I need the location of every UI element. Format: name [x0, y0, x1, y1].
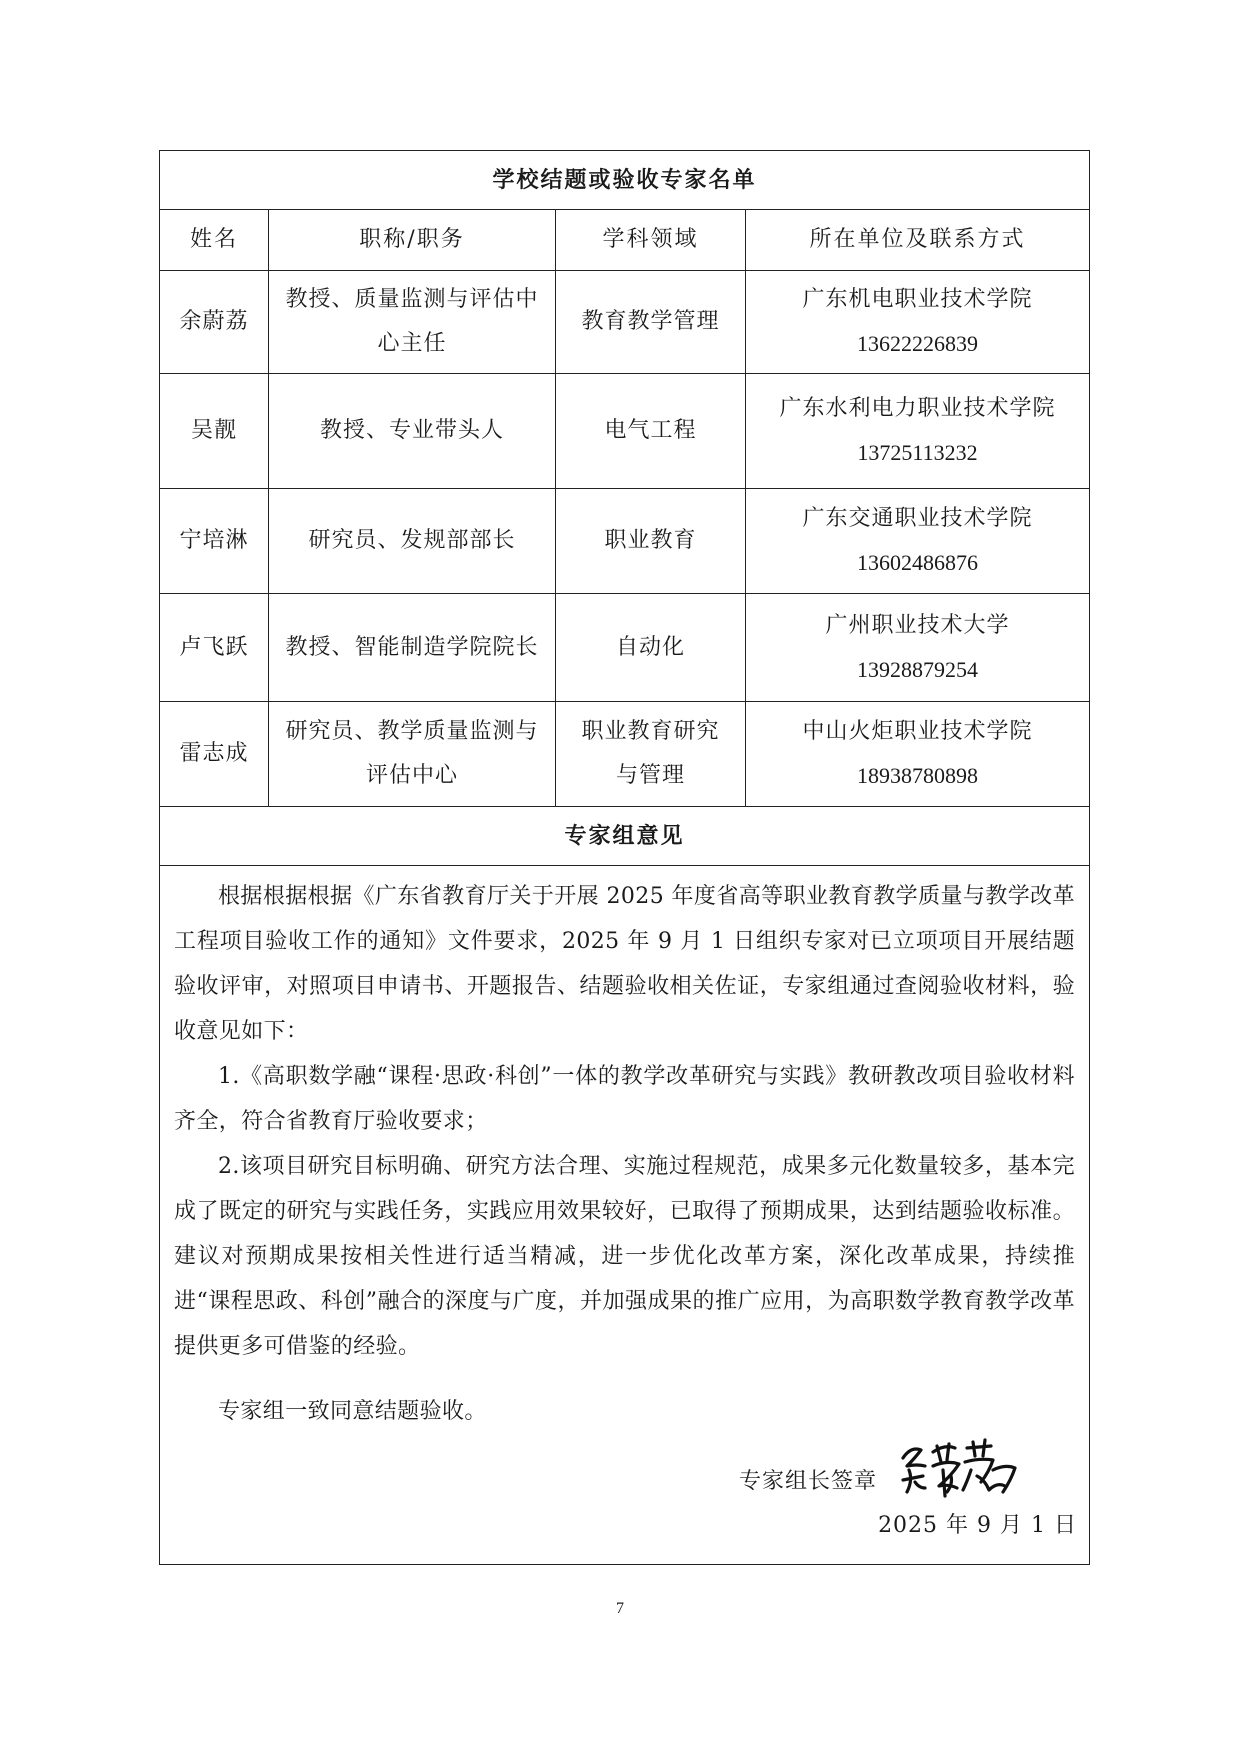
handwritten-signature — [893, 1436, 1023, 1502]
expert-title-line: 评估中心 — [365, 763, 458, 788]
header-field: 学科领域 — [556, 210, 746, 271]
expert-title — [269, 702, 556, 807]
expert-unit — [746, 271, 1090, 374]
expert-unit-name: 广东机电职业技术学院 — [802, 287, 1033, 312]
header-unit: 所在单位及联系方式 — [746, 210, 1090, 271]
expert-unit — [746, 702, 1090, 807]
header-title: 职称/职务 — [269, 210, 556, 271]
expert-title — [269, 594, 556, 702]
expert-field — [556, 489, 746, 594]
expert-phone: 18938780898 — [857, 763, 978, 788]
expert-field-line: 教育教学管理 — [581, 309, 720, 334]
expert-list-table — [159, 150, 1090, 1565]
table-row — [160, 489, 1090, 594]
opinion-paragraph: 2.该项目研究目标明确、研究方法合理、实施过程规范，成果多元化数量较多，基本完成了既定的研究与实践任务，实践应用效果较好，已取得了预期成果，达到结题验收标准。建议对预期成果按相关性进行适当精减，进一步优化改革方案，深化改革成果，持续推进“课程思政、科创”融合的深度与广度，并加强成果的推广应用，为高职数学教育教学改革提供更多可借鉴的经验。 — [174, 1154, 1076, 1359]
table-row — [160, 702, 1090, 807]
table-row — [160, 374, 1090, 489]
expert-field-line: 与管理 — [615, 763, 685, 788]
expert-name: 吴靓 — [160, 374, 269, 489]
signature-area — [739, 1436, 1023, 1502]
expert-field — [556, 374, 746, 489]
expert-unit-name: 广东交通职业技术学院 — [802, 506, 1033, 531]
expert-name: 卢飞跃 — [160, 594, 269, 702]
opinion-title: 专家组意见 — [160, 807, 1090, 866]
expert-field-line: 职业教育 — [604, 528, 697, 553]
opinion-paragraph: 1.《高职数学融“课程·思政·科创”一体的教学改革研究与实践》教研教改项目验收材料齐全，符合省教育厅验收要求； — [174, 1064, 1076, 1134]
expert-field-line: 自动化 — [615, 634, 685, 660]
expert-title — [269, 271, 556, 374]
expert-title-line: 教授、专业带头人 — [319, 418, 504, 443]
table-title: 学校结题或验收专家名单 — [160, 151, 1090, 210]
opinion-body — [160, 866, 1090, 1565]
expert-unit-name: 广东水利电力职业技术学院 — [779, 396, 1056, 421]
expert-name: 余蔚荔 — [160, 271, 269, 374]
expert-phone: 13928879254 — [857, 656, 978, 682]
expert-title-line: 心主任 — [377, 331, 447, 356]
opinion-conclusion: 专家组一致同意结题验收。 — [218, 1399, 487, 1424]
expert-field-line: 电气工程 — [604, 418, 697, 443]
expert-field — [556, 594, 746, 702]
expert-title-line: 研究员、教学质量监测与 — [285, 719, 539, 744]
expert-unit — [746, 594, 1090, 702]
expert-phone: 13725113232 — [857, 440, 978, 465]
expert-title — [269, 374, 556, 489]
expert-title — [269, 489, 556, 594]
expert-title-line: 教授、智能制造学院院长 — [285, 634, 539, 660]
expert-name: 雷志成 — [160, 702, 269, 807]
expert-field-line: 职业教育研究 — [581, 719, 720, 744]
table-row — [160, 271, 1090, 374]
sign-label: 专家组长签章 — [739, 1469, 878, 1494]
expert-unit — [746, 374, 1090, 489]
expert-phone: 13602486876 — [857, 550, 978, 575]
page-number: 7 — [616, 1600, 624, 1617]
expert-unit-name: 广州职业技术大学 — [825, 612, 1010, 638]
header-row — [160, 210, 1090, 271]
sign-date: 2025 年 9 月 1 日 — [878, 1513, 1078, 1538]
expert-phone: 13622226839 — [857, 331, 978, 356]
expert-name: 宁培淋 — [160, 489, 269, 594]
expert-unit — [746, 489, 1090, 594]
table-row — [160, 594, 1090, 702]
expert-unit-name: 中山火炬职业技术学院 — [802, 719, 1033, 744]
opinion-paragraph: 根据根据根据《广东省教育厅关于开展 2025 年度省高等职业教育教学质量与教学改革工程项目验收工作的通知》文件要求，2025 年 9 月 1 日组织专家对已立项项目开展结题验收评审，对照项目申请书、开题报告、结题验收相关佐证，专家组通过查阅验收材料，验收意见如下： — [174, 884, 1076, 1044]
header-name: 姓名 — [160, 210, 269, 271]
expert-title-line: 研究员、发规部部长 — [308, 528, 516, 553]
expert-field — [556, 702, 746, 807]
expert-title-line: 教授、质量监测与评估中 — [285, 287, 539, 312]
expert-field — [556, 271, 746, 374]
